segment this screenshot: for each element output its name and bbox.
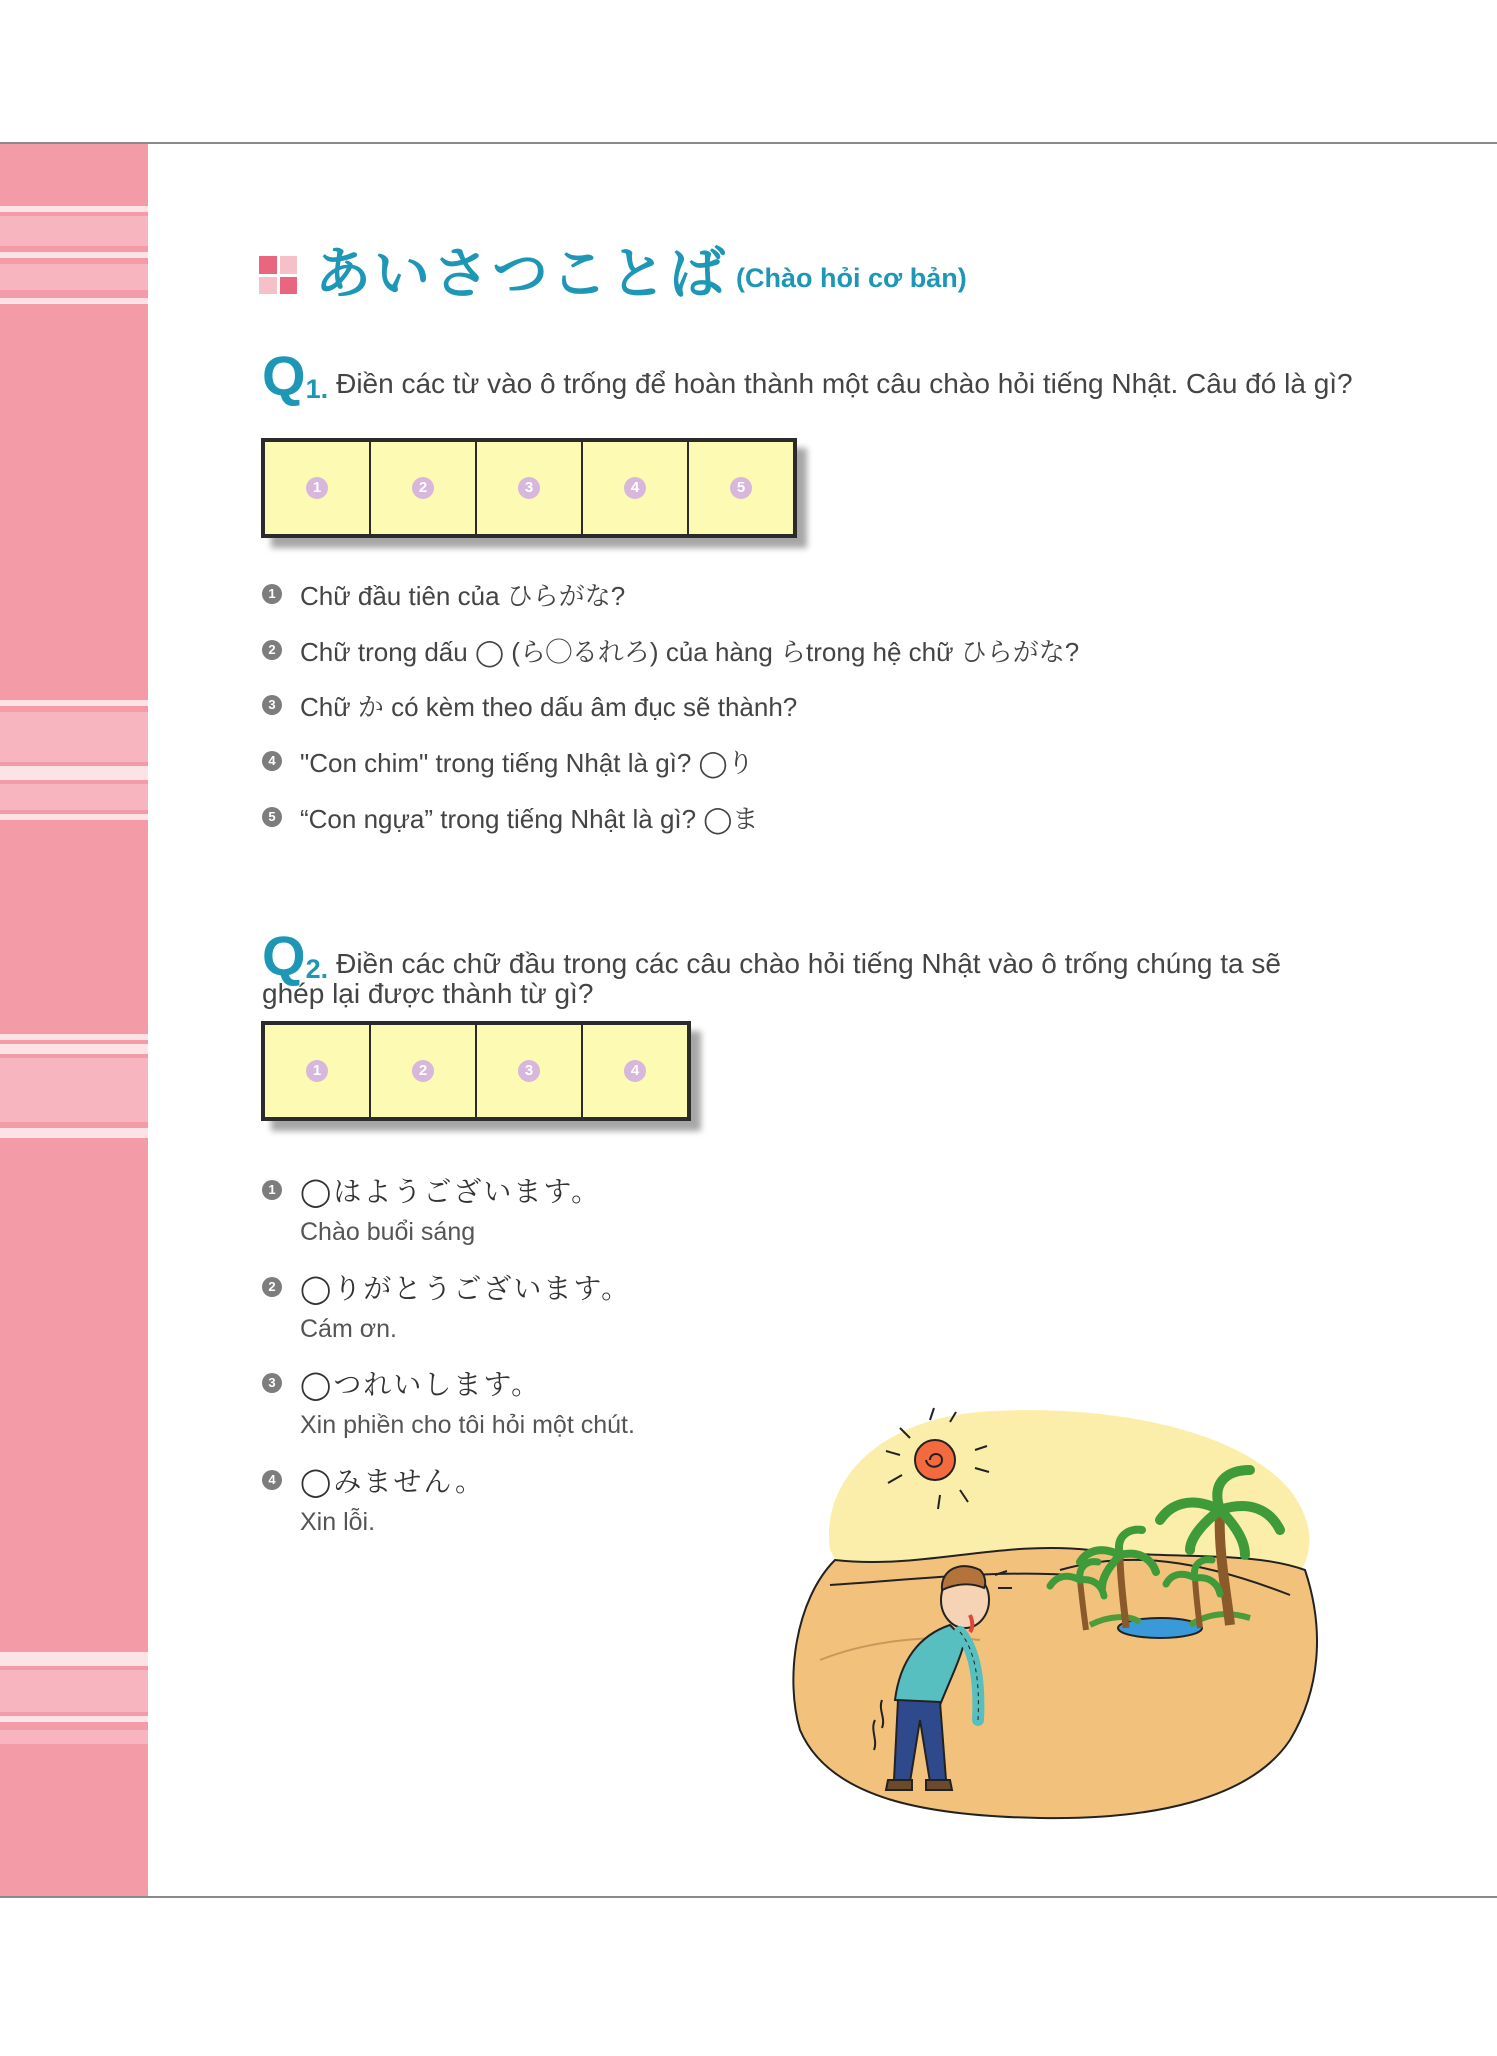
- greeting-item: [262, 1265, 631, 1349]
- greeting-number-badge: 1: [262, 1180, 282, 1200]
- section-title: [259, 240, 967, 310]
- question-2-text-line-2: ghép lại được thành từ gì?: [262, 978, 594, 1009]
- greeting-number-badge: 4: [262, 1470, 282, 1490]
- question-2-text-line-1: Điền các chữ đầu trong các câu chào hỏi tiếng Nhật vào ô trống chúng ta sẽ: [336, 948, 1281, 979]
- cell-number: 4: [624, 1060, 646, 1082]
- checker-square-icon: [259, 256, 297, 294]
- greeting-japanese: ◯みません。: [300, 1465, 486, 1498]
- greeting-vietnamese: Xin lỗi.: [300, 1508, 376, 1536]
- cell-number: 2: [412, 477, 434, 499]
- greeting-vietnamese: Chào buổi sáng: [300, 1218, 476, 1246]
- clue-text: “Con ngựa” trong tiếng Nhật là gì? ◯ま: [300, 803, 759, 834]
- answer-cell[interactable]: [583, 1025, 687, 1117]
- question-1-text: Điền các từ vào ô trống để hoàn thành một câu chào hỏi tiếng Nhật. Câu đó là gì?: [336, 368, 1353, 399]
- desert-illustration: [790, 1400, 1320, 1830]
- bottom-rule: [0, 1896, 1497, 1898]
- question-label: Q: [262, 924, 306, 987]
- decorative-sidebar: [0, 144, 148, 1896]
- cell-number: 4: [624, 477, 646, 499]
- greeting-japanese: ◯つれいします。: [300, 1368, 542, 1401]
- clue-text: Chữ đầu tiên của ひらがな?: [300, 580, 626, 611]
- clue-item: [262, 797, 758, 837]
- cell-number: 1: [306, 477, 328, 499]
- clue-text: Chữ か có kèm theo dấu âm đục sẽ thành?: [300, 691, 798, 722]
- question-2-answer-grid: [261, 1021, 691, 1121]
- clue-text: Chữ trong dấu ◯ (ら◯るれろ) của hàng らtrong hệ chữ ひらがな?: [300, 636, 1080, 667]
- answer-cell[interactable]: [583, 442, 689, 534]
- sand: [793, 1548, 1317, 1818]
- cell-number: 1: [306, 1060, 328, 1082]
- question-number: 1.: [305, 374, 329, 404]
- greeting-japanese: ◯りがとうございます。: [300, 1272, 632, 1305]
- clue-number-badge: 4: [262, 751, 282, 771]
- title-vietnamese: (Chào hỏi cơ bản): [736, 263, 967, 293]
- clue-number-badge: 5: [262, 807, 282, 827]
- clue-number-badge: 1: [262, 584, 282, 604]
- clue-number-badge: 2: [262, 640, 282, 660]
- clue-item: [262, 741, 754, 781]
- question-1-answer-grid: [261, 438, 797, 538]
- cell-number: 2: [412, 1060, 434, 1082]
- question-label: Q: [262, 344, 306, 407]
- cell-number: 5: [730, 477, 752, 499]
- answer-cell[interactable]: [689, 442, 793, 534]
- clue-number-badge: 3: [262, 695, 282, 715]
- greeting-vietnamese: Xin phiền cho tôi hỏi một chút.: [300, 1411, 635, 1439]
- question-number: 2.: [305, 954, 329, 984]
- clue-item: [262, 685, 797, 725]
- answer-cell[interactable]: [477, 1025, 583, 1117]
- greeting-item: [262, 1458, 485, 1542]
- top-rule: [0, 142, 1497, 144]
- cell-number: 3: [518, 1060, 540, 1082]
- greeting-item: [262, 1361, 635, 1445]
- greeting-japanese: ◯はようございます。: [300, 1175, 602, 1208]
- answer-cell[interactable]: [371, 442, 477, 534]
- answer-cell[interactable]: [477, 442, 583, 534]
- answer-cell[interactable]: [265, 1025, 371, 1117]
- answer-cell[interactable]: [371, 1025, 477, 1117]
- greeting-number-badge: 2: [262, 1277, 282, 1297]
- clue-item: [262, 630, 1079, 670]
- greeting-number-badge: 3: [262, 1373, 282, 1393]
- clue-text: "Con chim" trong tiếng Nhật là gì? ◯り: [300, 747, 754, 778]
- question-1-heading: [262, 344, 1353, 407]
- greeting-vietnamese: Cám ơn.: [300, 1315, 397, 1343]
- title-japanese: あいさつことば: [315, 242, 728, 307]
- answer-cell[interactable]: [265, 442, 371, 534]
- cell-number: 3: [518, 477, 540, 499]
- clue-item: [262, 574, 625, 614]
- greeting-item: [262, 1168, 601, 1252]
